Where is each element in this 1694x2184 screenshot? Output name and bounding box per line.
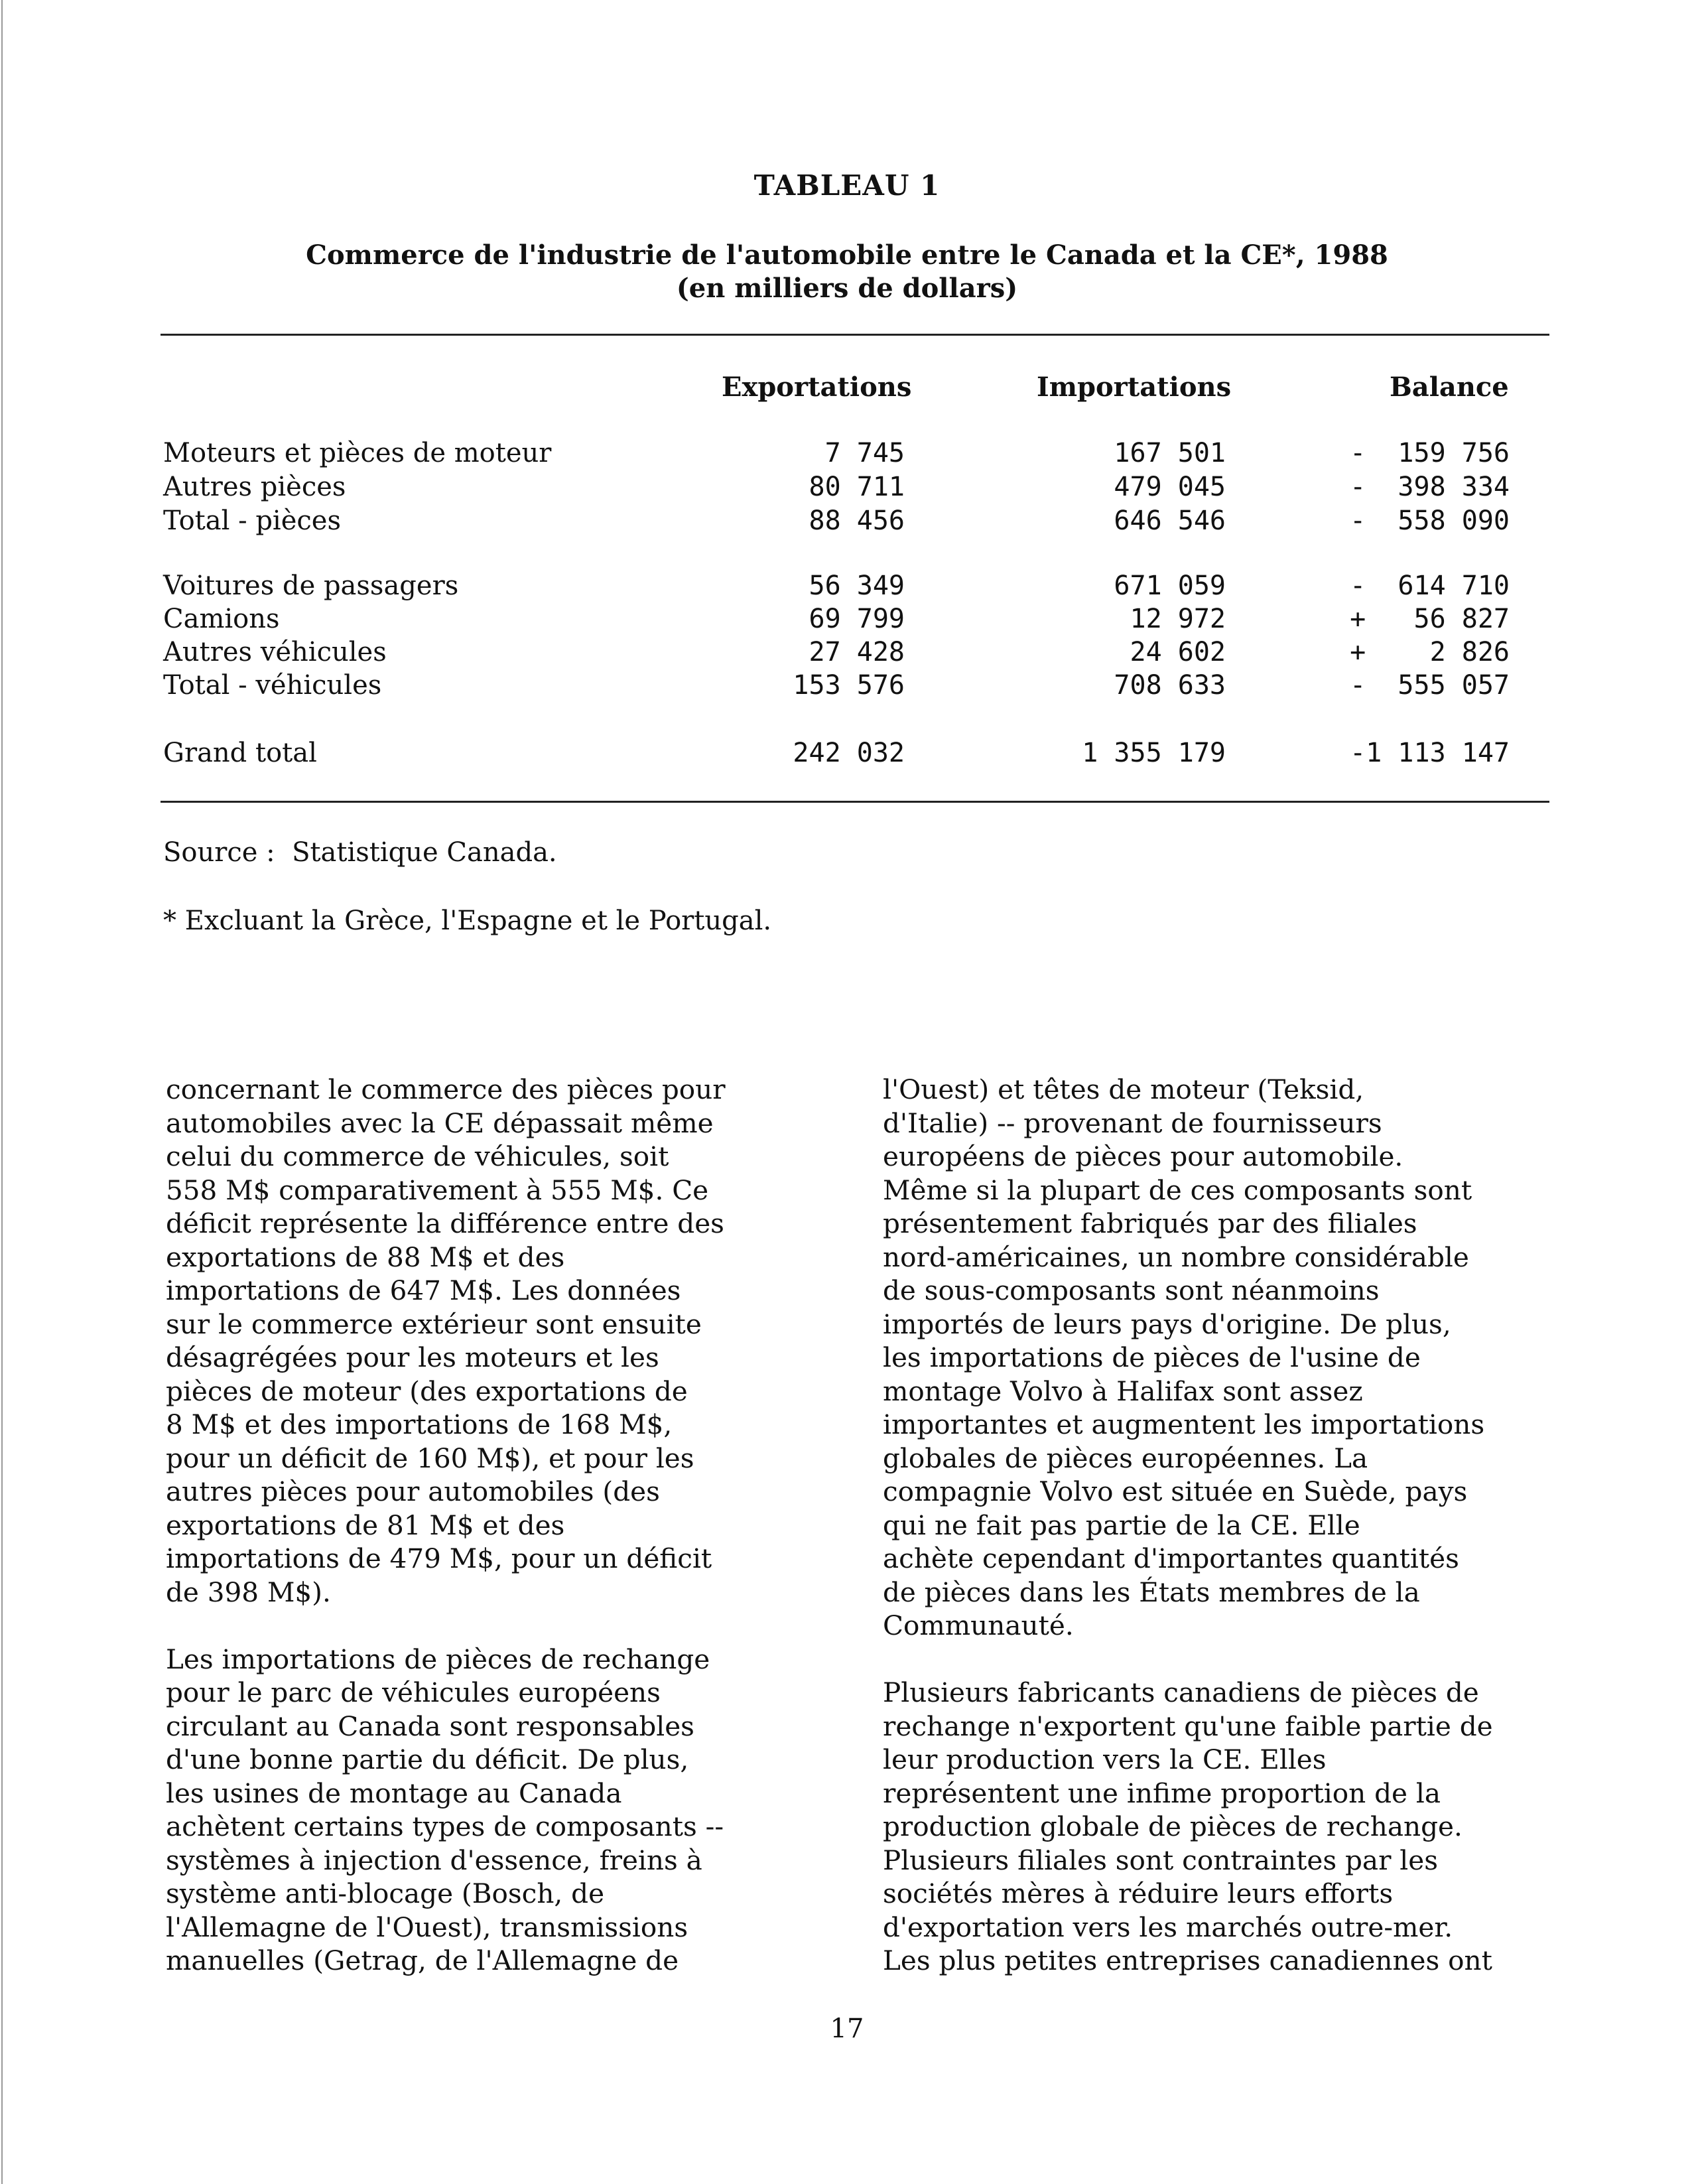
table-row <box>0 670 1694 705</box>
text-line: déficit représente la différence entre des <box>166 1207 724 1239</box>
cell-importations: 12 972 <box>1130 604 1226 634</box>
table-row <box>0 438 1694 472</box>
text-line: l'Ouest) et têtes de moteur (Teksid, <box>883 1073 1364 1105</box>
column-header-balance: Balance <box>1390 372 1509 403</box>
body-text-left-column <box>166 1073 726 1978</box>
text-line: importations de 479 M$, pour un déficit <box>166 1542 712 1574</box>
text-line: pour le parc de véhicules européens <box>166 1676 661 1708</box>
text-line: leur production vers la CE. Elles <box>883 1743 1327 1775</box>
cell-exportations: 27 428 <box>809 637 905 667</box>
cell-exportations: 242 032 <box>793 738 905 768</box>
paragraph-gap <box>883 1643 1493 1676</box>
text-line: européens de pièces pour automobile. <box>883 1140 1403 1172</box>
text-line: qui ne fait pas partie de la CE. Elle <box>883 1509 1360 1541</box>
text-line: systèmes à injection d'essence, freins à <box>166 1844 702 1876</box>
table-caption-unit: (en milliers de dollars) <box>676 273 1018 304</box>
cell-importations: 24 602 <box>1130 637 1226 667</box>
table-bottom-rule <box>161 801 1549 803</box>
text-line: de 398 M$). <box>166 1576 331 1608</box>
cell-balance: - 558 090 <box>1350 506 1510 536</box>
cell-importations: 708 633 <box>1114 670 1226 701</box>
text-line: d'exportation vers les marchés outre-mer. <box>883 1911 1453 1943</box>
text-line: achète cependant d'importantes quantités <box>883 1542 1459 1574</box>
text-line: l'Allemagne de l'Ouest), transmissions <box>166 1911 688 1943</box>
text-line: les usines de montage au Canada <box>166 1777 622 1809</box>
text-line: achètent certains types de composants -- <box>166 1810 724 1842</box>
text-line: montage Volvo à Halifax sont assez <box>883 1375 1363 1407</box>
text-line: de sous-composants sont néanmoins <box>883 1274 1380 1306</box>
text-line: sociétés mères à réduire leurs efforts <box>883 1877 1394 1909</box>
page-number: 17 <box>830 2013 864 2044</box>
table-top-rule <box>161 334 1549 336</box>
text-line: 558 M$ comparativement à 555 M$. Ce <box>166 1174 709 1206</box>
row-label: Grand total <box>163 738 317 768</box>
cell-exportations: 7 745 <box>824 438 905 468</box>
table-source: Source : Statistique Canada. <box>163 837 557 868</box>
table-row <box>0 637 1694 671</box>
row-label: Moteurs et pièces de moteur <box>163 438 552 468</box>
cell-balance: -1 113 147 <box>1350 738 1510 768</box>
text-line: pièces de moteur (des exportations de <box>166 1375 688 1407</box>
cell-importations: 479 045 <box>1114 472 1226 502</box>
table-row <box>0 571 1694 605</box>
text-line: autres pièces pour automobiles (des <box>166 1475 660 1507</box>
text-line: nord-américaines, un nombre considérable <box>883 1241 1469 1273</box>
text-line: désagrégées pour les moteurs et les <box>166 1341 659 1373</box>
text-line: importantes et augmentent les importations <box>883 1408 1485 1440</box>
text-line: concernant le commerce des pièces pour <box>166 1073 726 1105</box>
paragraph-gap <box>166 1609 726 1643</box>
text-line: les importations de pièces de l'usine de <box>883 1341 1421 1373</box>
cell-importations: 1 355 179 <box>1082 738 1226 768</box>
text-line: compagnie Volvo est située en Suède, pays <box>883 1475 1468 1507</box>
cell-exportations: 80 711 <box>809 472 905 502</box>
text-line: Communauté. <box>883 1609 1074 1641</box>
body-text-right-column <box>883 1073 1493 1978</box>
text-line: production globale de pièces de rechange. <box>883 1810 1463 1842</box>
table-footnote: * Excluant la Grèce, l'Espagne et le Portugal. <box>163 906 772 936</box>
row-label: Camions <box>163 604 280 634</box>
text-line: présentement fabriqués par des filiales <box>883 1207 1417 1239</box>
column-header-exportations: Exportations <box>722 372 912 403</box>
cell-balance: - 614 710 <box>1350 571 1510 601</box>
scan-edge-line <box>1 0 3 2184</box>
text-line: circulant au Canada sont responsables <box>166 1710 694 1742</box>
text-line: globales de pièces européennes. La <box>883 1442 1368 1474</box>
text-line: manuelles (Getrag, de l'Allemagne de <box>166 1945 679 1976</box>
cell-importations: 671 059 <box>1114 571 1226 601</box>
text-line: de pièces dans les États membres de la <box>883 1576 1420 1608</box>
cell-balance: - 555 057 <box>1350 670 1510 701</box>
table-caption <box>0 239 1694 305</box>
text-line: d'une bonne partie du déficit. De plus, <box>166 1743 689 1775</box>
cell-exportations: 88 456 <box>809 506 905 536</box>
column-header-importations: Importations <box>1037 372 1232 403</box>
row-label: Autres pièces <box>163 472 346 502</box>
cell-balance: + 56 827 <box>1350 604 1510 634</box>
text-line: Les importations de pièces de rechange <box>166 1643 710 1675</box>
text-line: celui du commerce de véhicules, soit <box>166 1140 669 1172</box>
text-line: système anti-blocage (Bosch, de <box>166 1877 605 1909</box>
text-line: Les plus petites entreprises canadiennes ont <box>883 1945 1492 1976</box>
table-row <box>0 506 1694 540</box>
text-line: exportations de 81 M$ et des <box>166 1509 565 1541</box>
text-line: représentent une infime proportion de la <box>883 1777 1441 1809</box>
table-title: TABLEAU 1 <box>753 169 941 202</box>
cell-balance: + 2 826 <box>1350 637 1510 667</box>
text-line: rechange n'exportent qu'une faible partie de <box>883 1710 1493 1742</box>
text-line: importations de 647 M$. Les données <box>166 1274 681 1306</box>
text-line: sur le commerce extérieur sont ensuite <box>166 1308 702 1340</box>
text-line: importés de leurs pays d'origine. De plus, <box>883 1308 1451 1340</box>
table-row <box>0 472 1694 506</box>
row-label: Total - véhicules <box>163 670 382 701</box>
text-line: Même si la plupart de ces composants sont <box>883 1174 1472 1206</box>
cell-exportations: 153 576 <box>793 670 905 701</box>
text-line: Plusieurs fabricants canadiens de pièces de <box>883 1676 1479 1708</box>
text-line: d'Italie) -- provenant de fournisseurs <box>883 1107 1382 1139</box>
cell-balance: - 398 334 <box>1350 472 1510 502</box>
text-line: 8 M$ et des importations de 168 M$, <box>166 1408 673 1440</box>
row-label: Autres véhicules <box>163 637 387 667</box>
table-caption-line: Commerce de l'industrie de l'automobile entre le Canada et la CE*, 1988 <box>306 239 1388 271</box>
text-line: Plusieurs filiales sont contraintes par les <box>883 1844 1439 1876</box>
row-label: Total - pièces <box>163 506 341 536</box>
cell-exportations: 56 349 <box>809 571 905 601</box>
cell-importations: 646 546 <box>1114 506 1226 536</box>
text-line: exportations de 88 M$ et des <box>166 1241 565 1273</box>
text-line: automobiles avec la CE dépassait même <box>166 1107 714 1139</box>
cell-balance: - 159 756 <box>1350 438 1510 468</box>
table-row-grand-total <box>0 738 1694 772</box>
table-row <box>0 604 1694 638</box>
row-label: Voitures de passagers <box>163 571 459 601</box>
cell-importations: 167 501 <box>1114 438 1226 468</box>
cell-exportations: 69 799 <box>809 604 905 634</box>
text-line: pour un déficit de 160 M$), et pour les <box>166 1442 694 1474</box>
